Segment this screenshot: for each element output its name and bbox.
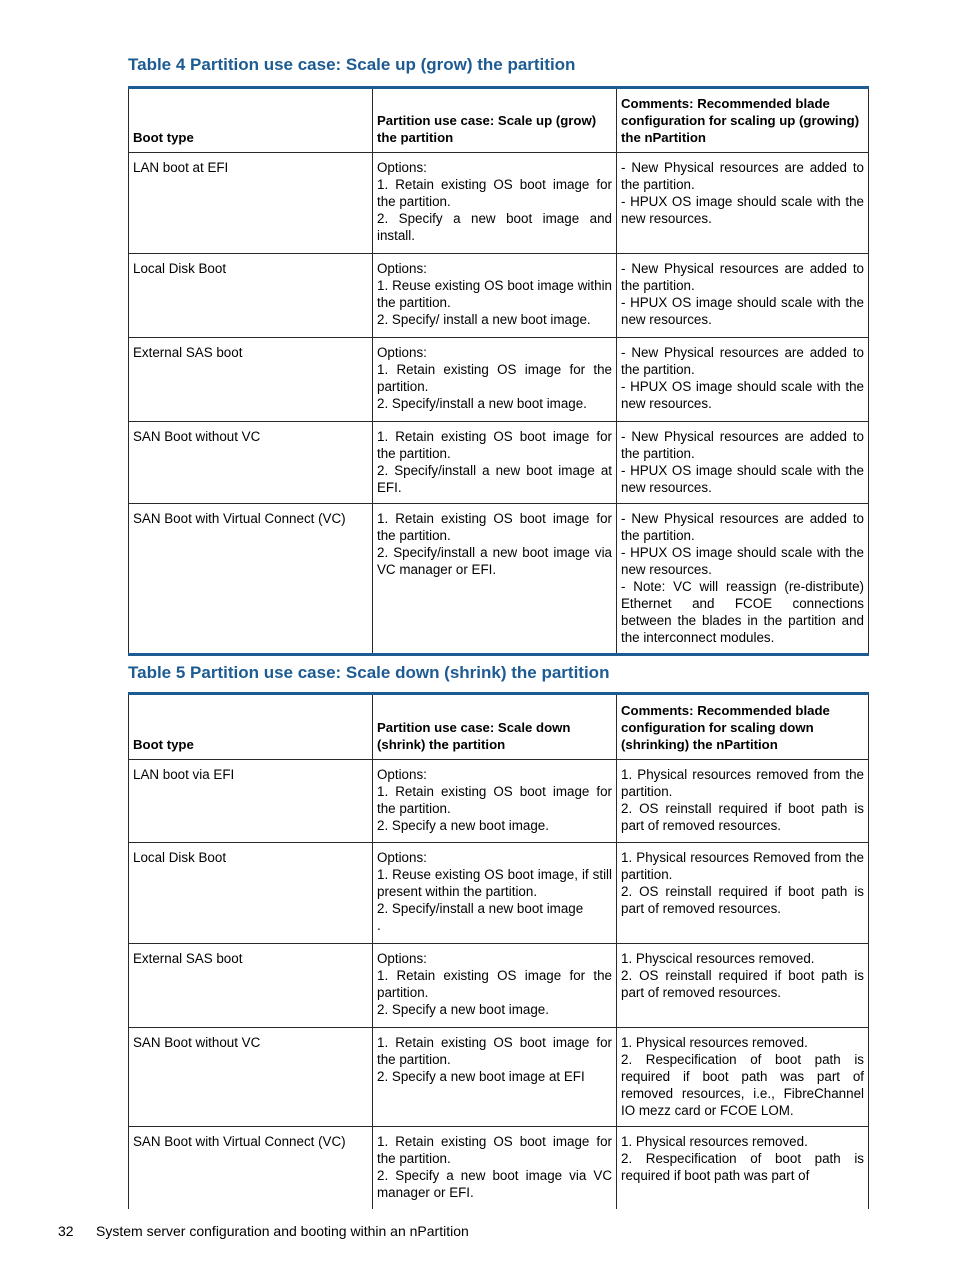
table-row bbox=[129, 254, 869, 338]
cell-line: 1. Retain existing OS boot image for the partition. bbox=[377, 511, 612, 543]
cell-line: - HPUX OS image should scale with the new resources. bbox=[621, 545, 864, 577]
cell-line: - HPUX OS image should scale with the new resources. bbox=[621, 295, 864, 327]
boot-type-cell: SAN Boot without VC bbox=[129, 422, 373, 504]
table5-header-boot-type: Boot type bbox=[129, 694, 373, 760]
footer-title: System server configuration and booting within an nPartition bbox=[96, 1223, 469, 1239]
boot-type-cell: LAN boot via EFI bbox=[129, 760, 373, 843]
cell-line: 1. Physical resources removed. bbox=[621, 1134, 808, 1149]
use-case-cell bbox=[373, 504, 617, 655]
cell-line: 1. Retain existing OS boot image for the partition. bbox=[377, 784, 612, 816]
cell-line: Options: bbox=[377, 850, 427, 865]
boot-type-cell: LAN boot at EFI bbox=[129, 153, 373, 254]
cell-line: 2. Specify/install a new boot image. bbox=[377, 396, 587, 411]
cell-line: 2. OS reinstall required if boot path is part of removed resources. bbox=[621, 801, 864, 833]
cell-line: . bbox=[377, 918, 381, 933]
cell-line: 2. Specify a new boot image at EFI bbox=[377, 1069, 585, 1084]
use-case-cell bbox=[373, 843, 617, 944]
cell-line: Options: bbox=[377, 261, 427, 276]
table-row bbox=[129, 504, 869, 655]
cell-line: Options: bbox=[377, 951, 427, 966]
use-case-cell bbox=[373, 760, 617, 843]
cell-line: 2. Specify/install a new boot image bbox=[377, 901, 584, 916]
table-row bbox=[129, 1127, 869, 1209]
cell-line: Options: bbox=[377, 767, 427, 782]
use-case-cell bbox=[373, 1028, 617, 1127]
use-case-cell bbox=[373, 254, 617, 338]
comments-cell bbox=[617, 338, 869, 422]
cell-line: - New Physical resources are added to the partition. bbox=[621, 160, 864, 192]
cell-line: 2. Specify/install a new boot image via VC manager or EFI. bbox=[377, 545, 612, 577]
table4-header-row bbox=[129, 88, 869, 153]
cell-line: 1. Physcical resources removed. bbox=[621, 951, 815, 966]
cell-line: 2. Respecification of boot path is required if boot path was part of bbox=[621, 1151, 864, 1183]
boot-type-cell: Local Disk Boot bbox=[129, 843, 373, 944]
cell-line: Options: bbox=[377, 345, 427, 360]
cell-line: 2. OS reinstall required if boot path is part of removed resources. bbox=[621, 884, 864, 916]
use-case-cell bbox=[373, 944, 617, 1028]
comments-cell bbox=[617, 153, 869, 254]
comments-cell bbox=[617, 944, 869, 1028]
cell-line: 1. Physical resources removed. bbox=[621, 1035, 808, 1050]
cell-line: - New Physical resources are added to the partition. bbox=[621, 261, 864, 293]
table4 bbox=[128, 86, 869, 656]
cell-line: - New Physical resources are added to the partition. bbox=[621, 429, 864, 461]
table4-caption: Table 4 Partition use case: Scale up (grow) the partition bbox=[128, 55, 576, 74]
use-case-cell bbox=[373, 1127, 617, 1209]
cell-line: 2. Specify a new boot image. bbox=[377, 818, 549, 833]
boot-type-cell: External SAS boot bbox=[129, 338, 373, 422]
comments-cell bbox=[617, 504, 869, 655]
comments-cell bbox=[617, 1127, 869, 1209]
comments-cell bbox=[617, 254, 869, 338]
cell-line: 2. Specify a new boot image via VC manager or EFI. bbox=[377, 1168, 612, 1200]
table-row bbox=[129, 944, 869, 1028]
page-footer bbox=[58, 1223, 469, 1239]
cell-line: - New Physical resources are added to the partition. bbox=[621, 511, 864, 543]
page-number: 32 bbox=[58, 1223, 74, 1239]
table-row bbox=[129, 1028, 869, 1127]
cell-line: 1. Reuse existing OS boot image within the partition. bbox=[377, 278, 612, 310]
table-row bbox=[129, 843, 869, 944]
cell-line: 1. Retain existing OS boot image for the partition. bbox=[377, 177, 612, 209]
cell-line: 1. Retain existing OS boot image for the partition. bbox=[377, 429, 612, 461]
comments-cell bbox=[617, 760, 869, 843]
cell-line: 2. Specify a new boot image and install. bbox=[377, 211, 612, 243]
table5 bbox=[128, 692, 869, 1209]
table-row bbox=[129, 153, 869, 254]
boot-type-cell: SAN Boot with Virtual Connect (VC) bbox=[129, 1127, 373, 1209]
cell-line: 1. Retain existing OS image for the partition. bbox=[377, 362, 612, 394]
cell-line: 2. OS reinstall required if boot path is part of removed resources. bbox=[621, 968, 864, 1000]
table4-header-comments: Comments: Recommended blade configuration for scaling up (growing) the nPartition bbox=[617, 88, 869, 153]
table-row bbox=[129, 760, 869, 843]
cell-line: 1. Retain existing OS boot image for the partition. bbox=[377, 1035, 612, 1067]
boot-type-cell: SAN Boot with Virtual Connect (VC) bbox=[129, 504, 373, 655]
use-case-cell bbox=[373, 153, 617, 254]
cell-line: - Note: VC will reassign (re-distribute) Ethernet and FCOE connections between the blades in the partition and the interconnect modules. bbox=[621, 579, 864, 645]
table-row bbox=[129, 338, 869, 422]
cell-line: 1. Retain existing OS image for the partition. bbox=[377, 968, 612, 1000]
cell-line: 1. Physical resources Removed from the partition. bbox=[621, 850, 864, 882]
cell-line: 1. Retain existing OS boot image for the partition. bbox=[377, 1134, 612, 1166]
table5-header-comments: Comments: Recommended blade configuration for scaling down (shrinking) the nPartition bbox=[617, 694, 869, 760]
use-case-cell bbox=[373, 422, 617, 504]
use-case-cell bbox=[373, 338, 617, 422]
boot-type-cell: SAN Boot without VC bbox=[129, 1028, 373, 1127]
table4-header-use-case: Partition use case: Scale up (grow) the partition bbox=[373, 88, 617, 153]
cell-line: - New Physical resources are added to the partition. bbox=[621, 345, 864, 377]
cell-line: 2. Specify/install a new boot image at EFI. bbox=[377, 463, 612, 495]
comments-cell bbox=[617, 843, 869, 944]
cell-line: - HPUX OS image should scale with the new resources. bbox=[621, 194, 864, 226]
comments-cell bbox=[617, 422, 869, 504]
cell-line: - HPUX OS image should scale with the new resources. bbox=[621, 379, 864, 411]
table-row bbox=[129, 422, 869, 504]
comments-cell bbox=[617, 1028, 869, 1127]
table4-header-boot-type: Boot type bbox=[129, 88, 373, 153]
cell-line: 1. Physical resources removed from the partition. bbox=[621, 767, 864, 799]
table5-header-row bbox=[129, 694, 869, 760]
cell-line: 2. Specify a new boot image. bbox=[377, 1002, 549, 1017]
boot-type-cell: Local Disk Boot bbox=[129, 254, 373, 338]
cell-line: 2. Respecification of boot path is required if boot path was part of removed resources, i.e., FibreChannel IO mezz card or FCOE LOM. bbox=[621, 1052, 864, 1118]
cell-line: - HPUX OS image should scale with the new resources. bbox=[621, 463, 864, 495]
cell-line: 2. Specify/ install a new boot image. bbox=[377, 312, 591, 327]
cell-line: 1. Reuse existing OS boot image, if still present within the partition. bbox=[377, 867, 612, 899]
table5-header-use-case: Partition use case: Scale down (shrink) the partition bbox=[373, 694, 617, 760]
cell-line: Options: bbox=[377, 160, 427, 175]
table5-caption: Table 5 Partition use case: Scale down (shrink) the partition bbox=[128, 663, 610, 682]
boot-type-cell: External SAS boot bbox=[129, 944, 373, 1028]
